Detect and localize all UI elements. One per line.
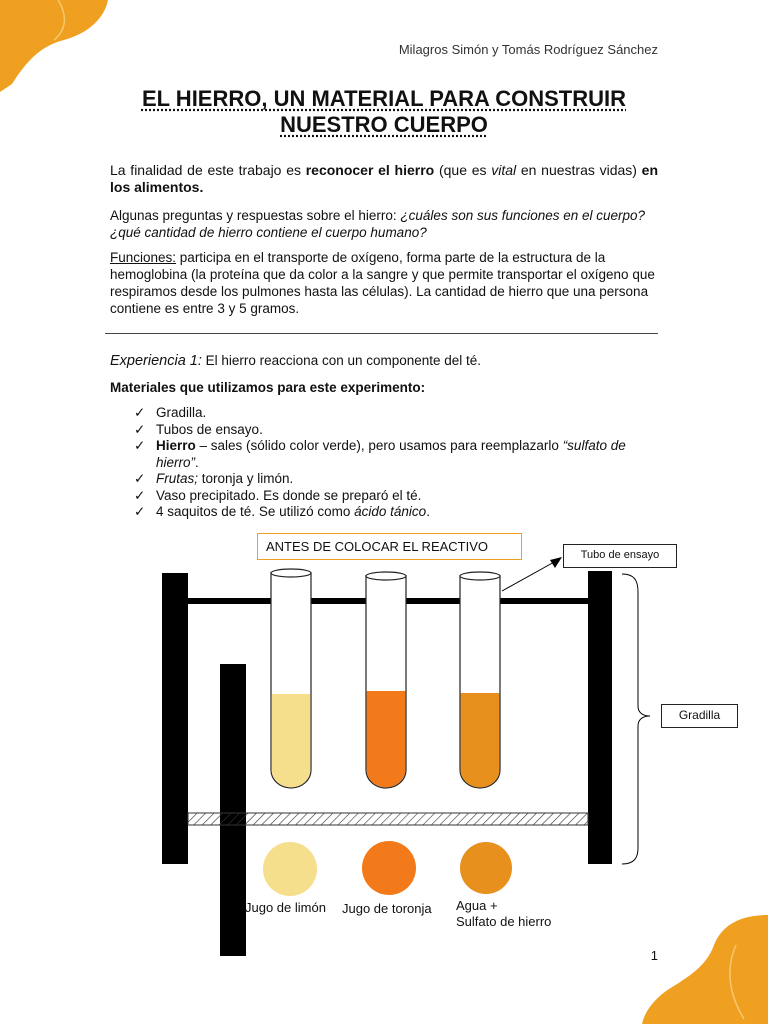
list-item: ✓ Hierro – sales (sólido color verde), pero usamos para reemplazarlo “sulfato de hierro”.	[134, 438, 626, 470]
rack-diagram	[0, 520, 768, 960]
rack-brace	[622, 574, 650, 864]
list-item: ✓ Frutas; toronja y limón.	[134, 471, 294, 486]
caption-lemon: Jugo de limón	[245, 900, 326, 915]
liquid-iron	[461, 693, 500, 787]
swatch-iron	[460, 842, 512, 894]
rack-shelf	[188, 813, 588, 825]
materials-list	[134, 405, 664, 521]
page-number: 1	[650, 948, 658, 963]
list-item: ✓ Tubos de ensayo.	[134, 421, 263, 437]
liquid-grapefruit	[367, 691, 406, 787]
page-title: EL HIERRO, UN MATERIAL PARA CONSTRUIR NUESTRO CUERPO	[141, 86, 626, 137]
materials-heading: Materiales que utilizamos para este experimento:	[110, 380, 426, 395]
test-tube-lemon	[271, 569, 311, 788]
caption-iron: Agua + Sulfato de hierro	[456, 898, 552, 929]
intro-paragraph: La finalidad de este trabajo es reconocer el hierro (que es vital en nuestras vidas) en los alimentos.	[110, 162, 659, 195]
author-line: Milagros Simón y Tomás Rodríguez Sánchez	[398, 42, 658, 57]
checkmark-icon: ✓	[134, 421, 146, 437]
section-divider	[105, 333, 658, 334]
tube-label-arrow	[502, 561, 556, 591]
list-item: ✓ 4 saquitos de té. Se utilizó como ácido tánico.	[134, 504, 430, 519]
test-tube-grapefruit	[366, 572, 406, 788]
list-item: ✓ Gradilla.	[134, 405, 207, 420]
diagram-banner: ANTES DE COLOCAR EL REACTIVO	[257, 533, 522, 560]
experience-line: Experiencia 1: El hierro reacciona con un componente del té.	[110, 353, 482, 369]
liquid-lemon	[272, 694, 311, 787]
caption-grapefruit: Jugo de toronja	[342, 901, 432, 916]
rack-post-left	[162, 573, 188, 864]
rack-stand	[220, 664, 246, 956]
questions-paragraph: Algunas preguntas y respuestas sobre el hierro: ¿cuáles son sus funciones en el cuerpo? ¿qué cantidad de hierro contiene el cuerpo humano?	[110, 208, 646, 240]
tube-label: Tubo de ensayo	[563, 544, 677, 568]
swatch-grapefruit	[362, 841, 416, 895]
checkmark-icon: ✓	[134, 504, 146, 519]
checkmark-icon: ✓	[134, 471, 146, 486]
functions-paragraph: Funciones: participa en el transporte de oxígeno, forma parte de la estructura de la hemoglobina (la proteína que da color a la sangre y que permite transportar el oxígeno que respiramos desde los pulmones hasta las células). La cantidad de hierro que una persona contiene es entre 3 y 5 gramos.	[110, 250, 655, 316]
rack-post-right	[588, 571, 612, 864]
test-tube-iron	[460, 572, 500, 788]
checkmark-icon: ✓	[134, 438, 146, 453]
corner-decoration-top	[0, 0, 120, 95]
swatch-lemon	[263, 842, 317, 896]
rack-label: Gradilla	[661, 704, 738, 728]
list-item: ✓ Vaso precipitado. Es donde se preparó el té.	[134, 487, 422, 503]
checkmark-icon: ✓	[134, 405, 146, 420]
checkmark-icon: ✓	[134, 487, 146, 503]
